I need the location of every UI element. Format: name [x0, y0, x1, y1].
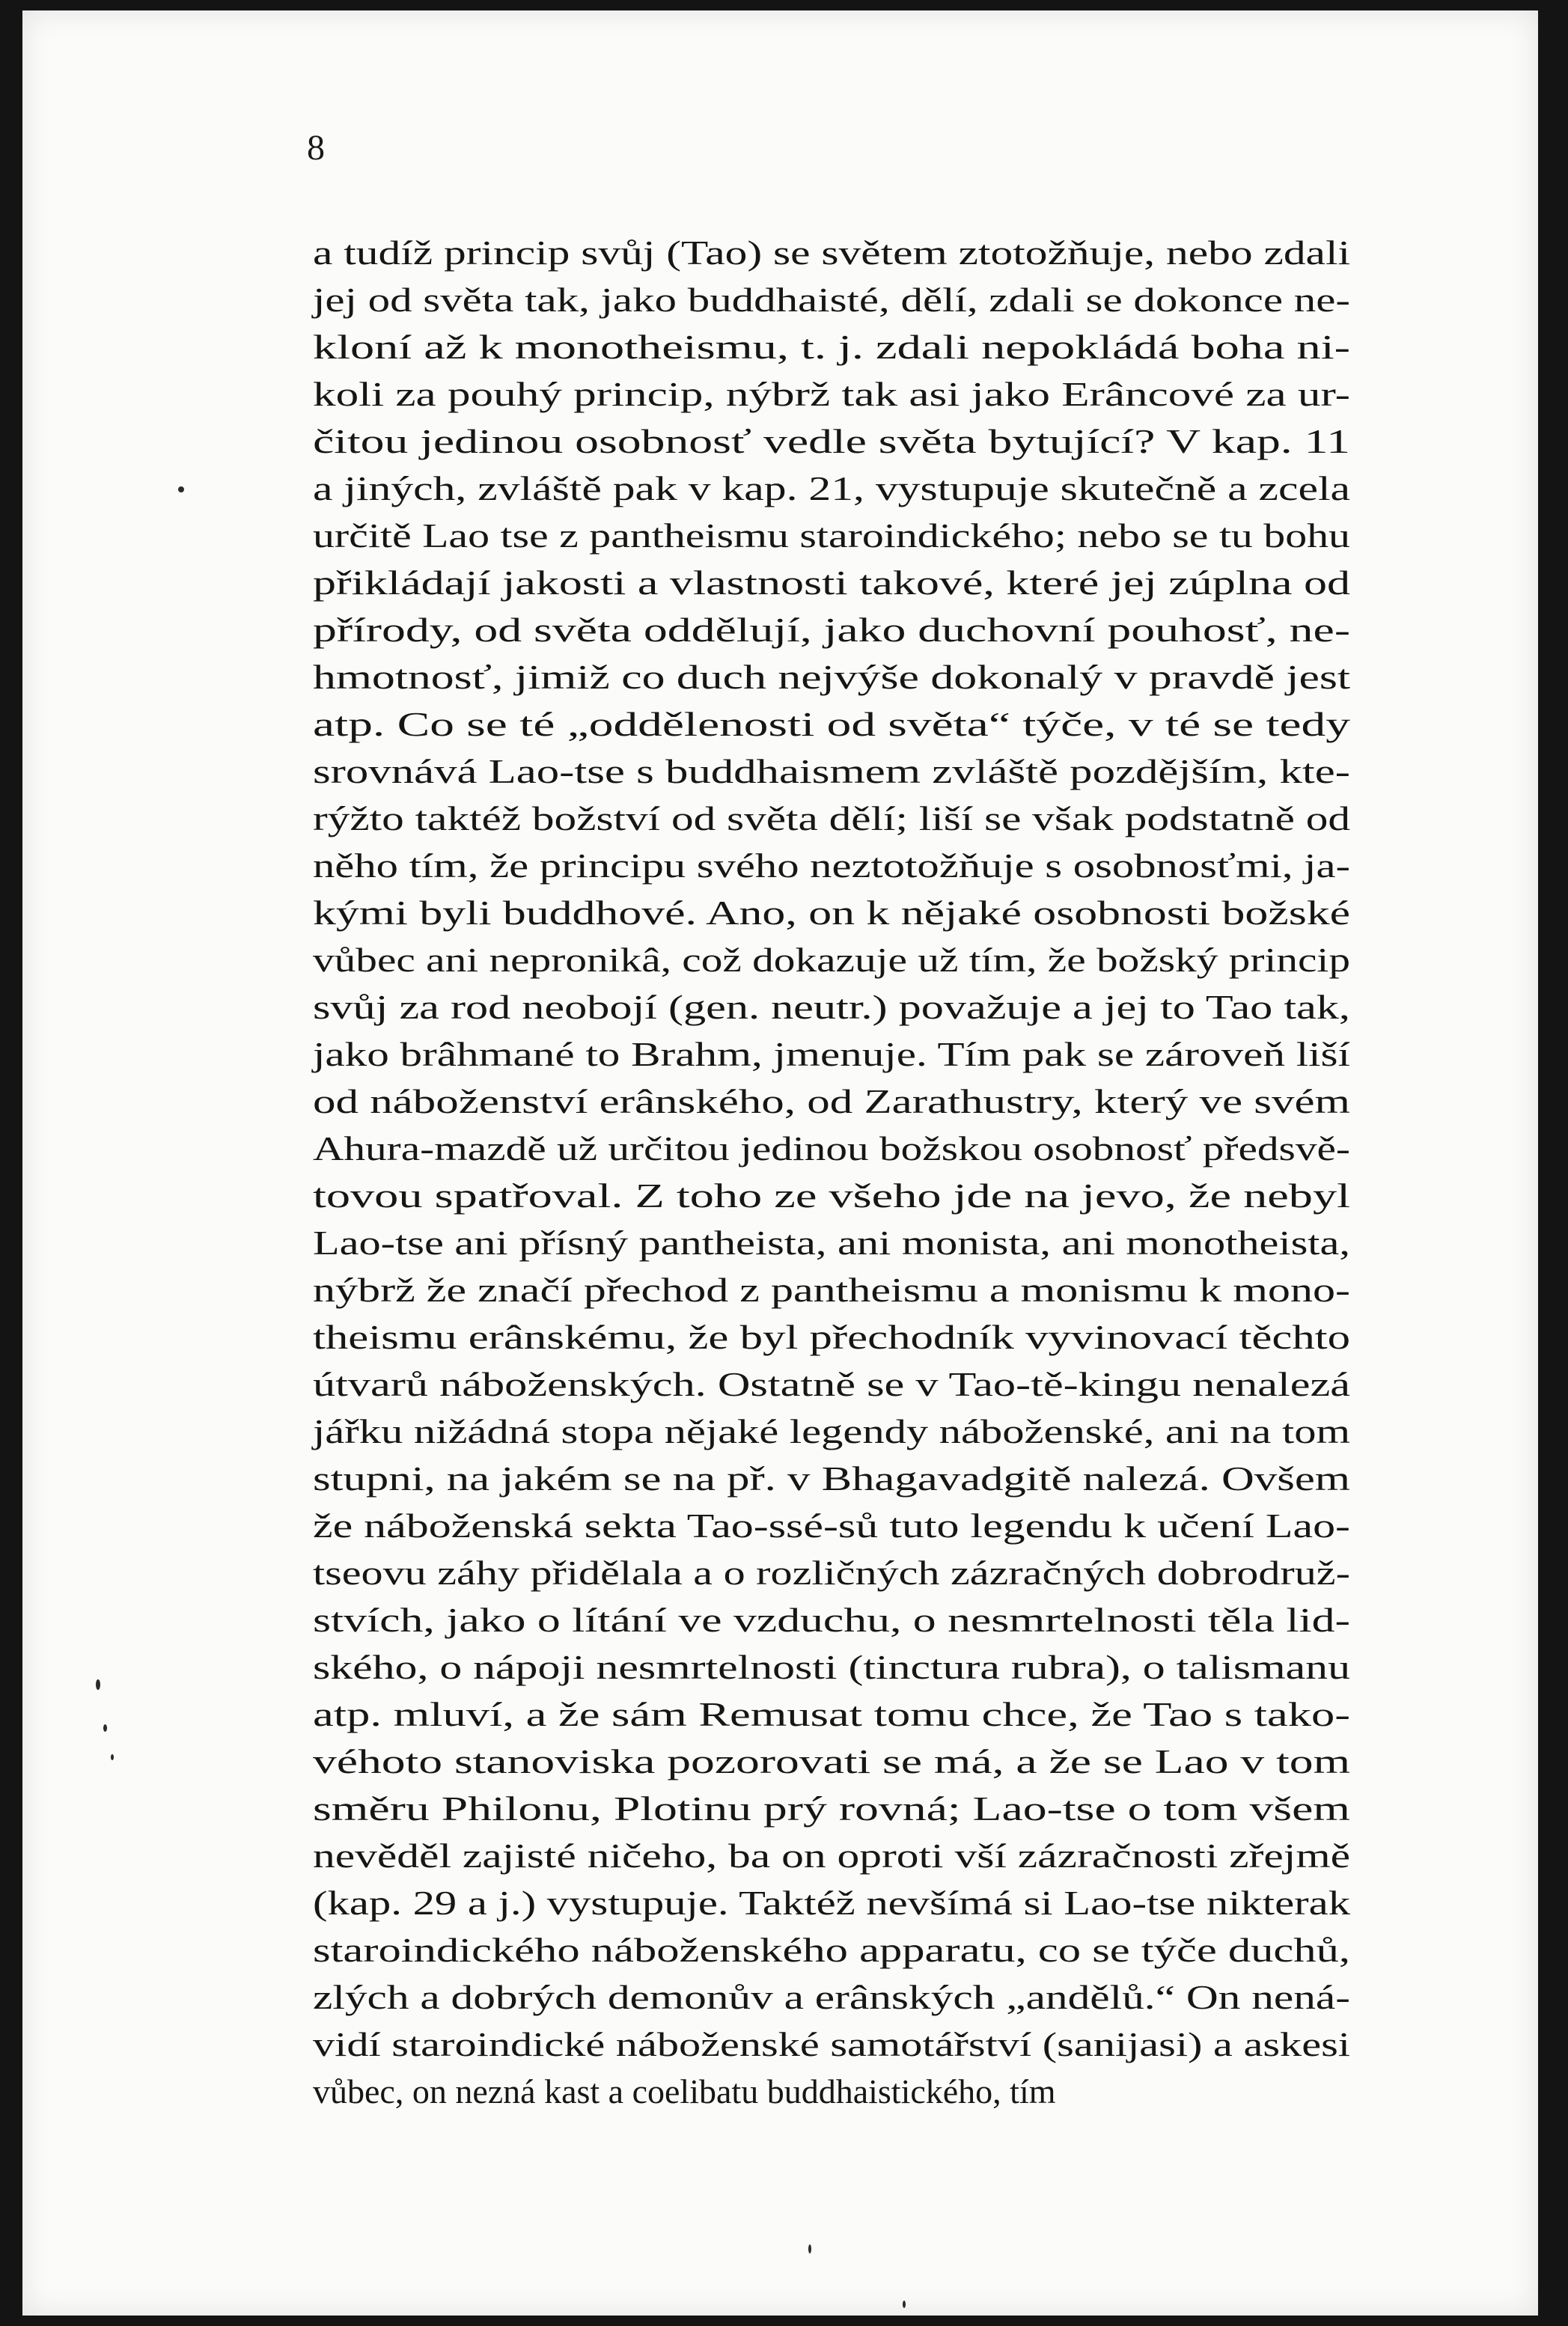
text-line: jářku nižádná stopa nějaké legendy náboženské, ani na tom	[313, 1412, 1351, 1450]
scan-speck	[903, 2301, 906, 2308]
text-line: vůbec, on nezná kast a coelibatu buddhaistického, tím	[313, 2072, 1056, 2110]
text-line: směru Philonu, Plotinu prý rovná; Lao-tse o tom všem	[313, 1789, 1350, 1828]
text-line: útvarů náboženských. Ostatně se v Tao-tě-kingu nenalezá	[313, 1365, 1351, 1403]
text-line: tseovu záhy přidělala a o rozličných zázračných dobrodruž-	[313, 1554, 1350, 1592]
body-text	[313, 229, 1350, 2115]
text-line: Lao-tse ani přísný pantheista, ani monista, ani monotheista,	[313, 1224, 1350, 1262]
text-line: nýbrž že značí přechod z pantheismu a monismu k mono-	[313, 1271, 1351, 1309]
text-line: staroindického náboženského apparatu, co se týče duchů,	[313, 1931, 1351, 1969]
text-line: koli za pouhý princip, nýbrž tak asi jako Erâncové za ur-	[313, 375, 1350, 413]
text-line: ského, o nápoji nesmrtelnosti (tinctura rubra), o talismanu	[313, 1648, 1350, 1686]
text-line: nevěděl zajisté ničeho, ba on oproti vší zázračnosti zřejmě	[313, 1837, 1351, 1875]
text-line: atp. mluví, a že sám Remusat tomu chce, že Tao s tako-	[313, 1695, 1351, 1733]
text-line: srovnává Lao-tse s buddhaismem zvláště pozdějším, kte-	[313, 752, 1350, 790]
page-number: 8	[307, 128, 325, 168]
text-line: kloní až k monotheismu, t. j. zdali nepokládá boha ni-	[313, 328, 1350, 366]
text-line: přikládají jakosti a vlastnosti takové, které jej zúplna od	[313, 564, 1351, 602]
text-line: a jiných, zvláště pak v kap. 21, vystupuje skutečně a zcela	[313, 469, 1351, 507]
scan-speck	[178, 486, 184, 492]
text-line: stupni, na jakém se na př. v Bhagavadgitě nalezá. Ovšem	[313, 1459, 1351, 1498]
text-line: hmotnosť, jimiž co duch nejvýše dokonalý v pravdě jest	[313, 658, 1351, 696]
text-line: rýžto taktéž božství od světa dělí; liší se však podstatně od	[313, 799, 1350, 837]
text-line: že náboženská sekta Tao-ssé-sů tuto legendu k učení Lao-	[313, 1507, 1351, 1545]
text-line: určitě Lao tse z pantheismu staroindického; nebo se tu bohu	[313, 516, 1350, 555]
scan-speck	[111, 1754, 114, 1760]
text-line: svůj za rod neobojí (gen. neutr.) považuje a jej to Tao tak,	[313, 988, 1350, 1026]
scan-speck	[808, 2244, 811, 2253]
text-line: stvích, jako o lítání ve vzduchu, o nesmrtelnosti těla lid-	[313, 1601, 1351, 1639]
scan-speck	[96, 1679, 100, 1690]
text-line: zlých a dobrých demonův a erânských „andělů.“ On nená-	[313, 1978, 1351, 2016]
text-line: vůbec ani nepronikâ, což dokazuje už tím, že božský princip	[313, 941, 1351, 979]
scan-speck	[103, 1724, 107, 1732]
text-line: kými byli buddhové. Ano, on k nějaké osobnosti božské	[313, 894, 1351, 932]
text-line: přírody, od světa oddělují, jako duchovní pouhosť, ne-	[313, 611, 1351, 649]
book-page	[22, 10, 1538, 2316]
text-line: jako brâhmané to Brahm, jmenuje. Tím pak se zároveň liší	[313, 1035, 1350, 1073]
text-line: něho tím, že principu svého neztotožňuje s osobnosťmi, ja-	[313, 846, 1351, 885]
text-line: theismu erânskému, že byl přechodník vyvinovací těchto	[313, 1318, 1351, 1356]
text-line: tovou spatřoval. Z toho ze všeho jde na jevo, že nebyl	[313, 1176, 1351, 1215]
text-line: atp. Co se té „oddělenosti od světa“ týče, v té se tedy	[313, 705, 1350, 743]
text-line: (kap. 29 a j.) vystupuje. Taktéž nevšímá si Lao-tse nikterak	[313, 1884, 1351, 1922]
text-line: a tudíž princip svůj (Tao) se světem ztotožňuje, nebo zdali	[313, 233, 1351, 272]
text-line: vidí staroindické náboženské samotářství (sanijasi) a askesi	[313, 2025, 1350, 2063]
text-line: jej od světa tak, jako buddhaisté, dělí, zdali se dokonce ne-	[313, 281, 1350, 319]
text-line: véhoto stanoviska pozorovati se má, a že se Lao v tom	[313, 1742, 1351, 1780]
text-line: Ahura-mazdě už určitou jedinou božskou osobnosť předsvě-	[313, 1129, 1350, 1167]
text-line: čitou jedinou osobnosť vedle světa bytující? V kap. 11	[313, 422, 1350, 460]
text-line: od náboženství erânského, od Zarathustry, který ve svém	[313, 1082, 1350, 1120]
